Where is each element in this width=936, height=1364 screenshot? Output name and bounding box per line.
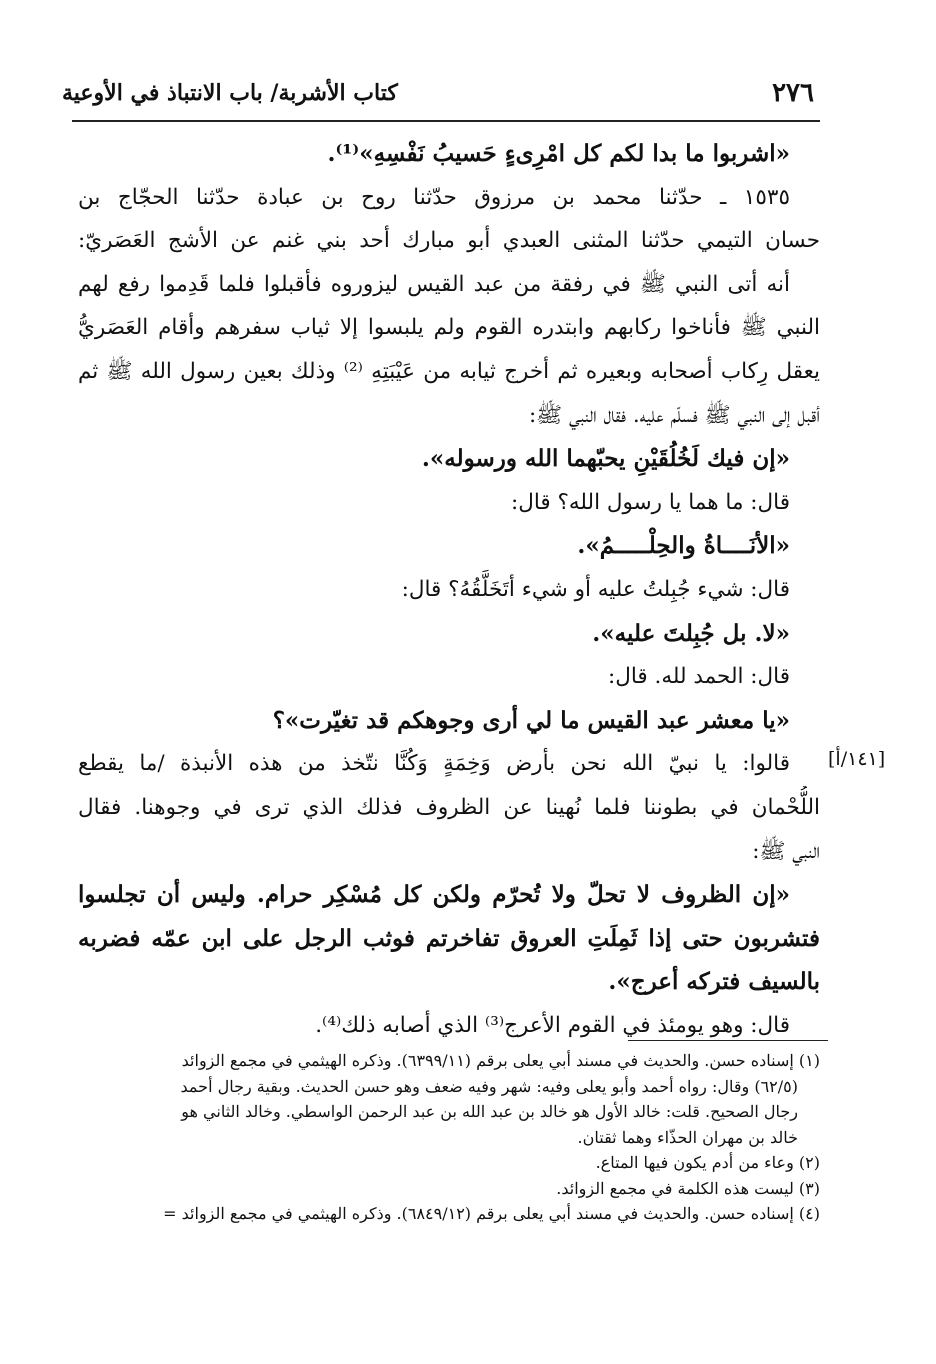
text-line: أقبل إلى النبي ﷺ فسلّم عليه. فقال النبي ﷺ: xyxy=(528,402,820,428)
header-rule xyxy=(72,120,820,122)
text-line: قال: شيء جُبِلتُ عليه أو شيء أتَخَلَّقُهُ؟ قال: xyxy=(401,576,790,602)
footnote-line: (٤) إسناده حسن. والحديث في مسند أبي يعلى برقم (٦٨٤٩/١٢). وذكره الهيثمي في مجمع الزوائد = xyxy=(163,1204,820,1223)
footnote-line: (٣) ليست هذه الكلمة في مجمع الزوائد. xyxy=(556,1178,820,1198)
text-line: «إن فيك لَخُلُقَيْنِ يحبّهما الله ورسوله». xyxy=(421,445,790,473)
text-line: النبي ﷺ فأناخوا ركابهم وابتدره القوم ولم يلبسوا إلا ثياب سفرهم وأقام العَصَريُّ xyxy=(78,315,820,341)
footnote-line: خالد بن مهران الحذّاء وهما ثقتان. xyxy=(577,1127,798,1147)
footnotes xyxy=(50,1048,820,1227)
text-line: يعقل رِكاب أصحابه وبعيره ثم أخرج ثيابه من عَيْبَتِهِ ⁽²⁾ وذلك بعين رسول الله ﷺ ثم xyxy=(78,358,820,384)
footnote-line: رجال الصحيح. قلت: خالد الأول هو خالد بن عبد الله بن عبد الرحمن الواسطي. وخالد الثاني هو xyxy=(181,1102,798,1121)
text-line: «إن الظروف لا تحلّ ولا تُحرّم ولكن كل مُسْكِر حرام. وليس أن تجلسوا xyxy=(78,881,790,909)
text-line: «لا. بل جُبِلتَ عليه». xyxy=(592,619,790,647)
footnote-line: (٢) وعاء من أدم يكون فيها المتاع. xyxy=(595,1153,820,1172)
page-header xyxy=(62,78,822,112)
footnote-rule xyxy=(628,1040,828,1041)
text-line: «يا معشر عبد القيس ما لي أرى وجوهكم قد تغيّرت»؟ xyxy=(272,706,790,734)
text-line: أنه أتى النبي ﷺ في رفقة من عبد القيس ليزوروه فأقبلوا فلما قَدِموا رفع لهم xyxy=(78,271,790,297)
footnote-line: (١) إسناده حسن. والحديث في مسند أبي يعلى برقم (٦٣٩٩/١١). وذكره الهيثمي في مجمع الزوائد xyxy=(181,1051,820,1070)
text-line: قال: الحمد لله. قال: xyxy=(607,664,790,690)
text-line: ١٥٣٥ ـ حدّثنا محمد بن مرزوق حدّثنا روح بن عبادة حدّثنا الحجّاج بن xyxy=(78,184,790,210)
text-line: حسان التيمي حدّثنا المثنى العبدي أبو مبارك أحد بني غنم عن الأشج العَصَريّ: xyxy=(78,228,820,254)
page-number: ٢٧٦ xyxy=(772,78,814,108)
text-line: قالوا: يا نبيّ الله نحن بأرض وَخِمَةٍ وَكُنَّا نتّخذ من هذه الأنبذة /ما يقطع xyxy=(78,751,790,777)
margin-folio-note: [١٤١/أ] xyxy=(828,748,886,770)
text-line: قال: وهو يومئذ في القوم الأعرج⁽³⁾ الذي أصابه ذلك⁽⁴⁾. xyxy=(315,1012,790,1038)
text-line: «اشربوا ما بدا لكم كل امْرِىءٍ حَسيبُ نَفْسِهِ»⁽¹⁾. xyxy=(327,140,790,167)
text-line: «الأنَــــاةُ والحِلْـــــمُ». xyxy=(577,532,790,560)
text-line: النبي ﷺ: xyxy=(752,838,820,864)
text-line: قال: ما هما يا رسول الله؟ قال: xyxy=(510,489,790,515)
main-text xyxy=(78,132,820,1047)
text-line: اللُّحْمان في بطوننا فلما نُهينا عن الظروف فذلك الذي ترى في وجوهنا. فقال xyxy=(78,794,820,820)
text-line: بالسيف فتركه أعرج». xyxy=(608,968,820,996)
footnote-line: (٦٢/٥) وقال: رواه أحمد وأبو يعلى وفيه: شهر وفيه ضعف وهو حسن الحديث. وبقية رجال أحمد xyxy=(180,1076,798,1096)
text-line: فتشربون حتى إذا ثَمِلَتِ العروق تفاخرتم فوثب الرجل على ابن عمّه فضربه xyxy=(78,924,820,952)
running-title: كتاب الأشربة/ باب الانتباذ في الأوعية xyxy=(62,80,398,106)
